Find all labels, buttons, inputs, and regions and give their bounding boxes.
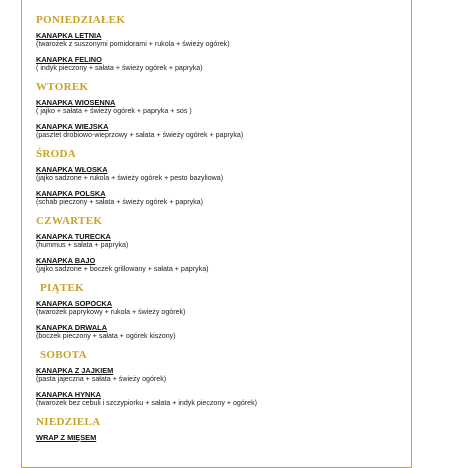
sandwich-name: KANAPKA HYNKA xyxy=(36,390,102,399)
sandwich-name: KANAPKA FELINO xyxy=(36,55,102,64)
day-heading: SOBOTA xyxy=(40,349,87,361)
day-section-thursday xyxy=(36,215,410,274)
sandwich-description: (boczek pieczony + sałata + ogórek kiszony) xyxy=(36,332,176,340)
sandwich-name: KANAPKA BAJO xyxy=(36,256,96,265)
day-section-monday xyxy=(36,14,410,73)
menu-item xyxy=(36,433,410,442)
day-section-saturday xyxy=(36,349,410,408)
menu-item xyxy=(36,31,410,49)
menu-item xyxy=(36,165,410,183)
sandwich-name: KANAPKA Z JAJKIEM xyxy=(36,366,114,375)
sandwich-description: (schab pieczony + sałata + świeży ogórek + papryka) xyxy=(36,198,203,206)
sandwich-name: KANAPKA LETNIA xyxy=(36,31,102,40)
menu-item xyxy=(36,189,410,207)
day-heading: PIĄTEK xyxy=(40,282,84,294)
sandwich-description: (jajko sadzone + boczek grillowany + sałata + papryka) xyxy=(36,265,209,273)
sandwich-name: KANAPKA TURECKA xyxy=(36,232,111,241)
sandwich-description: ( jajko + sałata + świeży ogórek + papryka + sos ) xyxy=(36,107,192,115)
menu-item xyxy=(36,98,410,116)
sandwich-name: KANAPKA DRWALA xyxy=(36,323,108,332)
menu-content xyxy=(36,14,410,448)
sandwich-name: WRAP Z MIĘSEM xyxy=(36,433,97,442)
day-heading: WTOREK xyxy=(36,81,89,93)
menu-item xyxy=(36,299,410,317)
day-section-tuesday xyxy=(36,81,410,140)
sandwich-description: (twarożek bez cebuli i szczypiorku + sałata + indyk pieczony + ogórek) xyxy=(36,399,257,407)
day-section-sunday xyxy=(36,416,410,442)
sandwich-name: KANAPKA POLSKA xyxy=(36,189,106,198)
sandwich-description: (hummus + sałata + papryka) xyxy=(36,241,129,249)
menu-item xyxy=(36,256,410,274)
day-heading: CZWARTEK xyxy=(36,215,103,227)
day-section-wednesday xyxy=(36,148,410,207)
sandwich-name: KANAPKA WIEJSKA xyxy=(36,122,109,131)
menu-item xyxy=(36,122,410,140)
sandwich-description: (jajko sadzone + rukola + świeży ogórek + pesto bazyliowa) xyxy=(36,174,224,182)
sandwich-name: KANAPKA WŁOSKA xyxy=(36,165,108,174)
menu-item xyxy=(36,232,410,250)
day-section-friday xyxy=(36,282,410,341)
day-heading: PONIEDZIAŁEK xyxy=(36,14,126,26)
menu-item xyxy=(36,366,410,384)
sandwich-description: ( indyk pieczony + sałata + świeży ogórek + papryka) xyxy=(36,64,203,72)
sandwich-description: (twarożek paprykowy + rukola + świeży ogórek) xyxy=(36,308,186,316)
sandwich-description: (twarożek z suszonymi pomidorami + rukola + świeży ogórek) xyxy=(36,40,230,48)
day-heading: ŚRODA xyxy=(36,148,77,160)
menu-item xyxy=(36,55,410,73)
sandwich-description: (pasztet drobiowo-wieprzowy + sałata + świeży ogórek + papryka) xyxy=(36,131,244,139)
menu-item xyxy=(36,390,410,408)
sandwich-description: (pasta jajeczna + sałata + świeży ogórek) xyxy=(36,375,167,383)
sandwich-name: KANAPKA SOPOCKA xyxy=(36,299,113,308)
sandwich-name: KANAPKA WIOSENNA xyxy=(36,98,116,107)
menu-item xyxy=(36,323,410,341)
day-heading: NIEDZIELA xyxy=(36,416,101,428)
